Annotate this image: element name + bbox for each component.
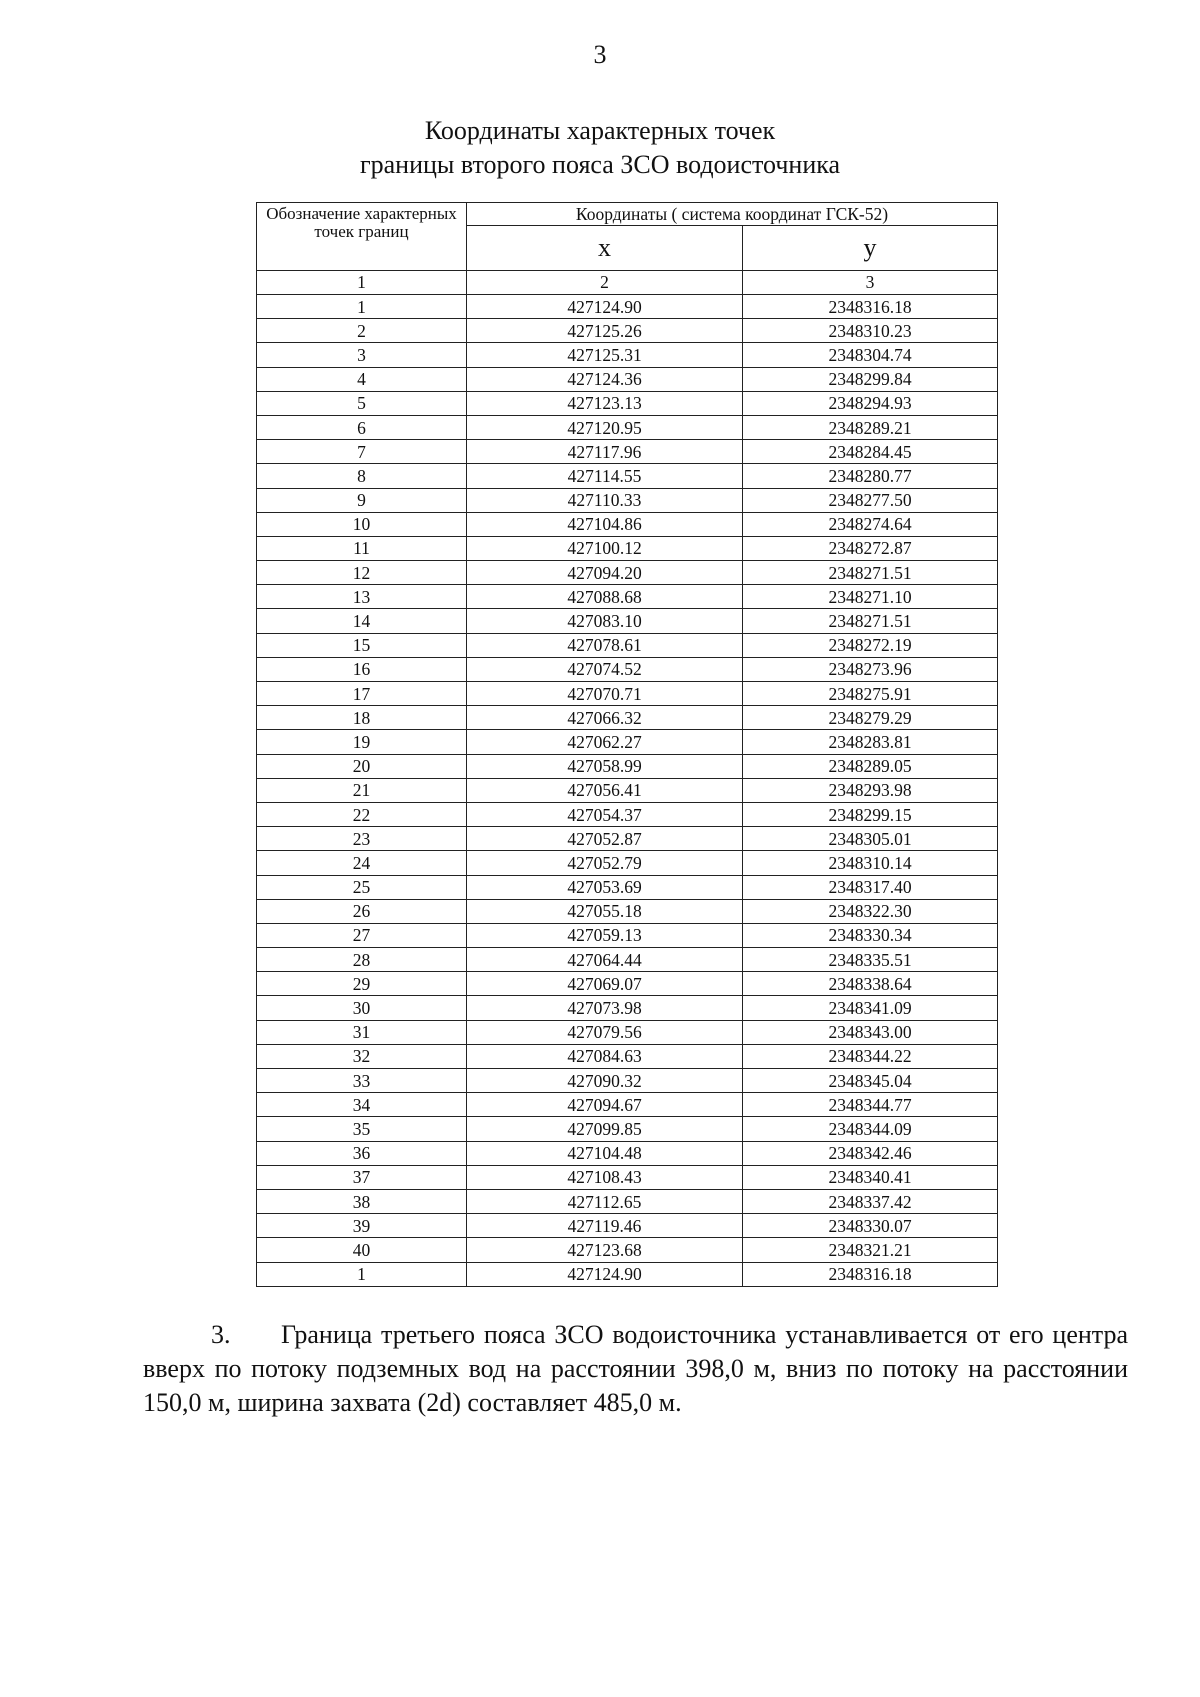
point-number-cell: 1 (257, 1262, 467, 1286)
table-row (257, 1165, 998, 1189)
point-number-cell: 21 (257, 778, 467, 802)
point-number-cell: 26 (257, 899, 467, 923)
point-number-cell: 37 (257, 1165, 467, 1189)
table-row (257, 778, 998, 802)
point-number-cell: 17 (257, 682, 467, 706)
y-coordinate-cell: 2348271.10 (743, 585, 998, 609)
point-number-cell: 27 (257, 923, 467, 947)
x-coordinate-cell: 427104.48 (467, 1141, 743, 1165)
x-coordinate-cell: 427088.68 (467, 585, 743, 609)
y-coordinate-cell: 2348322.30 (743, 899, 998, 923)
x-coordinate-cell: 427124.90 (467, 1262, 743, 1286)
document-title (0, 114, 1200, 182)
x-coordinate-cell: 427104.86 (467, 512, 743, 536)
table-row (257, 875, 998, 899)
y-coordinate-cell: 2348271.51 (743, 609, 998, 633)
point-number-cell: 11 (257, 536, 467, 560)
x-coordinate-cell: 427123.13 (467, 391, 743, 415)
y-coordinate-cell: 2348284.45 (743, 440, 998, 464)
x-coordinate-cell: 427059.13 (467, 923, 743, 947)
y-coordinate-cell: 2348299.15 (743, 802, 998, 826)
y-coordinate-cell: 2348342.46 (743, 1141, 998, 1165)
y-coordinate-cell: 2348272.19 (743, 633, 998, 657)
y-coordinate-cell: 2348294.93 (743, 391, 998, 415)
table-row (257, 440, 998, 464)
point-number-cell: 18 (257, 706, 467, 730)
header-y: y (743, 226, 998, 271)
y-coordinate-cell: 2348271.51 (743, 561, 998, 585)
y-coordinate-cell: 2348280.77 (743, 464, 998, 488)
point-number-cell: 22 (257, 802, 467, 826)
x-coordinate-cell: 427069.07 (467, 972, 743, 996)
point-number-cell: 8 (257, 464, 467, 488)
table-row (257, 1093, 998, 1117)
x-coordinate-cell: 427125.26 (467, 319, 743, 343)
x-coordinate-cell: 427052.79 (467, 851, 743, 875)
point-number-cell: 34 (257, 1093, 467, 1117)
x-coordinate-cell: 427112.65 (467, 1189, 743, 1213)
y-coordinate-cell: 2348345.04 (743, 1069, 998, 1093)
x-coordinate-cell: 427099.85 (467, 1117, 743, 1141)
table-row (257, 585, 998, 609)
point-number-cell: 28 (257, 948, 467, 972)
y-coordinate-cell: 2348317.40 (743, 875, 998, 899)
y-coordinate-cell: 2348289.05 (743, 754, 998, 778)
x-coordinate-cell: 427079.56 (467, 1020, 743, 1044)
point-number-cell: 25 (257, 875, 467, 899)
x-coordinate-cell: 427083.10 (467, 609, 743, 633)
y-coordinate-cell: 2348272.87 (743, 536, 998, 560)
table-row (257, 1214, 998, 1238)
y-coordinate-cell: 2348344.77 (743, 1093, 998, 1117)
x-coordinate-cell: 427108.43 (467, 1165, 743, 1189)
table-row (257, 682, 998, 706)
x-coordinate-cell: 427062.27 (467, 730, 743, 754)
point-number-cell: 14 (257, 609, 467, 633)
y-coordinate-cell: 2348275.91 (743, 682, 998, 706)
table-row (257, 1189, 998, 1213)
x-coordinate-cell: 427070.71 (467, 682, 743, 706)
x-coordinate-cell: 427064.44 (467, 948, 743, 972)
y-coordinate-cell: 2348299.84 (743, 367, 998, 391)
point-number-cell: 19 (257, 730, 467, 754)
point-number-cell: 6 (257, 415, 467, 439)
point-number-cell: 32 (257, 1044, 467, 1068)
column-number-2: 2 (467, 271, 743, 295)
x-coordinate-cell: 427090.32 (467, 1069, 743, 1093)
point-number-cell: 9 (257, 488, 467, 512)
table-row (257, 730, 998, 754)
x-coordinate-cell: 427100.12 (467, 536, 743, 560)
header-coordinate-system: Координаты ( система координат ГСК-52) (467, 203, 998, 226)
y-coordinate-cell: 2348321.21 (743, 1238, 998, 1262)
y-coordinate-cell: 2348310.14 (743, 851, 998, 875)
x-coordinate-cell: 427094.20 (467, 561, 743, 585)
x-coordinate-cell: 427124.90 (467, 295, 743, 319)
paragraph-number: 3. (211, 1320, 231, 1349)
y-coordinate-cell: 2348341.09 (743, 996, 998, 1020)
paragraph-3 (143, 1318, 1128, 1420)
point-number-cell: 20 (257, 754, 467, 778)
point-number-cell: 5 (257, 391, 467, 415)
table-row (257, 972, 998, 996)
point-number-cell: 39 (257, 1214, 467, 1238)
table-row (257, 391, 998, 415)
x-coordinate-cell: 427055.18 (467, 899, 743, 923)
x-coordinate-cell: 427058.99 (467, 754, 743, 778)
y-coordinate-cell: 2348283.81 (743, 730, 998, 754)
point-number-cell: 13 (257, 585, 467, 609)
table-row (257, 1141, 998, 1165)
header-x: x (467, 226, 743, 271)
point-number-cell: 36 (257, 1141, 467, 1165)
table-body (257, 295, 998, 1287)
page-number: 3 (593, 40, 607, 69)
point-number-cell: 30 (257, 996, 467, 1020)
y-coordinate-cell: 2348337.42 (743, 1189, 998, 1213)
point-number-cell: 24 (257, 851, 467, 875)
table-row (257, 948, 998, 972)
x-coordinate-cell: 427084.63 (467, 1044, 743, 1068)
y-coordinate-cell: 2348344.09 (743, 1117, 998, 1141)
paragraph-text: Граница третьего пояса ЗСО водоисточника устанавливается от его центра вверх по потоку подземных вод на расстоянии 398,0 м, вниз по потоку на расстоянии 150,0 м, ширина захвата (2d) составляет 485,0 м. (143, 1320, 1128, 1417)
y-coordinate-cell: 2348293.98 (743, 778, 998, 802)
y-coordinate-cell: 2348274.64 (743, 512, 998, 536)
x-coordinate-cell: 427110.33 (467, 488, 743, 512)
table-row (257, 609, 998, 633)
table-row (257, 802, 998, 826)
point-number-cell: 29 (257, 972, 467, 996)
table-row (257, 706, 998, 730)
x-coordinate-cell: 427125.31 (467, 343, 743, 367)
table-row (257, 319, 998, 343)
point-number-cell: 4 (257, 367, 467, 391)
x-coordinate-cell: 427124.36 (467, 367, 743, 391)
x-coordinate-cell: 427094.67 (467, 1093, 743, 1117)
y-coordinate-cell: 2348330.07 (743, 1214, 998, 1238)
x-coordinate-cell: 427066.32 (467, 706, 743, 730)
table-row (257, 536, 998, 560)
table-row (257, 754, 998, 778)
x-coordinate-cell: 427119.46 (467, 1214, 743, 1238)
x-coordinate-cell: 427074.52 (467, 657, 743, 681)
x-coordinate-cell: 427123.68 (467, 1238, 743, 1262)
y-coordinate-cell: 2348273.96 (743, 657, 998, 681)
column-number-1: 1 (257, 271, 467, 295)
table-row (257, 1117, 998, 1141)
table-row (257, 1238, 998, 1262)
table-row (257, 464, 998, 488)
y-coordinate-cell: 2348330.34 (743, 923, 998, 947)
table-row (257, 899, 998, 923)
point-number-cell: 10 (257, 512, 467, 536)
table-row (257, 343, 998, 367)
title-line-1: Координаты характерных точек (424, 116, 776, 145)
table-row (257, 1044, 998, 1068)
x-coordinate-cell: 427053.69 (467, 875, 743, 899)
table-row (257, 1069, 998, 1093)
point-number-cell: 15 (257, 633, 467, 657)
x-coordinate-cell: 427117.96 (467, 440, 743, 464)
column-number-3: 3 (743, 271, 998, 295)
y-coordinate-cell: 2348279.29 (743, 706, 998, 730)
x-coordinate-cell: 427078.61 (467, 633, 743, 657)
x-coordinate-cell: 427056.41 (467, 778, 743, 802)
point-number-cell: 1 (257, 295, 467, 319)
header-designation: Обозначение характерных точек границ (257, 203, 467, 271)
table-row (257, 415, 998, 439)
point-number-cell: 12 (257, 561, 467, 585)
coordinates-table (256, 202, 998, 1287)
y-coordinate-cell: 2348343.00 (743, 1020, 998, 1044)
x-coordinate-cell: 427073.98 (467, 996, 743, 1020)
point-number-cell: 38 (257, 1189, 467, 1213)
y-coordinate-cell: 2348338.64 (743, 972, 998, 996)
table-row (257, 367, 998, 391)
point-number-cell: 7 (257, 440, 467, 464)
y-coordinate-cell: 2348316.18 (743, 1262, 998, 1286)
y-coordinate-cell: 2348277.50 (743, 488, 998, 512)
point-number-cell: 40 (257, 1238, 467, 1262)
point-number-cell: 16 (257, 657, 467, 681)
y-coordinate-cell: 2348304.74 (743, 343, 998, 367)
table-row (257, 488, 998, 512)
y-coordinate-cell: 2348344.22 (743, 1044, 998, 1068)
table-row (257, 851, 998, 875)
table-row (257, 633, 998, 657)
y-coordinate-cell: 2348340.41 (743, 1165, 998, 1189)
x-coordinate-cell: 427120.95 (467, 415, 743, 439)
point-number-cell: 3 (257, 343, 467, 367)
point-number-cell: 2 (257, 319, 467, 343)
x-coordinate-cell: 427114.55 (467, 464, 743, 488)
y-coordinate-cell: 2348289.21 (743, 415, 998, 439)
x-coordinate-cell: 427054.37 (467, 802, 743, 826)
table-row (257, 827, 998, 851)
table-row (257, 996, 998, 1020)
y-coordinate-cell: 2348310.23 (743, 319, 998, 343)
y-coordinate-cell: 2348335.51 (743, 948, 998, 972)
table-row (257, 1020, 998, 1044)
y-coordinate-cell: 2348316.18 (743, 295, 998, 319)
table-row (257, 512, 998, 536)
x-coordinate-cell: 427052.87 (467, 827, 743, 851)
table-row (257, 561, 998, 585)
point-number-cell: 33 (257, 1069, 467, 1093)
table-row (257, 1262, 998, 1286)
table-row (257, 295, 998, 319)
table-row (257, 657, 998, 681)
point-number-cell: 31 (257, 1020, 467, 1044)
point-number-cell: 35 (257, 1117, 467, 1141)
table-row (257, 923, 998, 947)
title-line-2: границы второго пояса ЗСО водоисточника (359, 150, 841, 179)
point-number-cell: 23 (257, 827, 467, 851)
y-coordinate-cell: 2348305.01 (743, 827, 998, 851)
